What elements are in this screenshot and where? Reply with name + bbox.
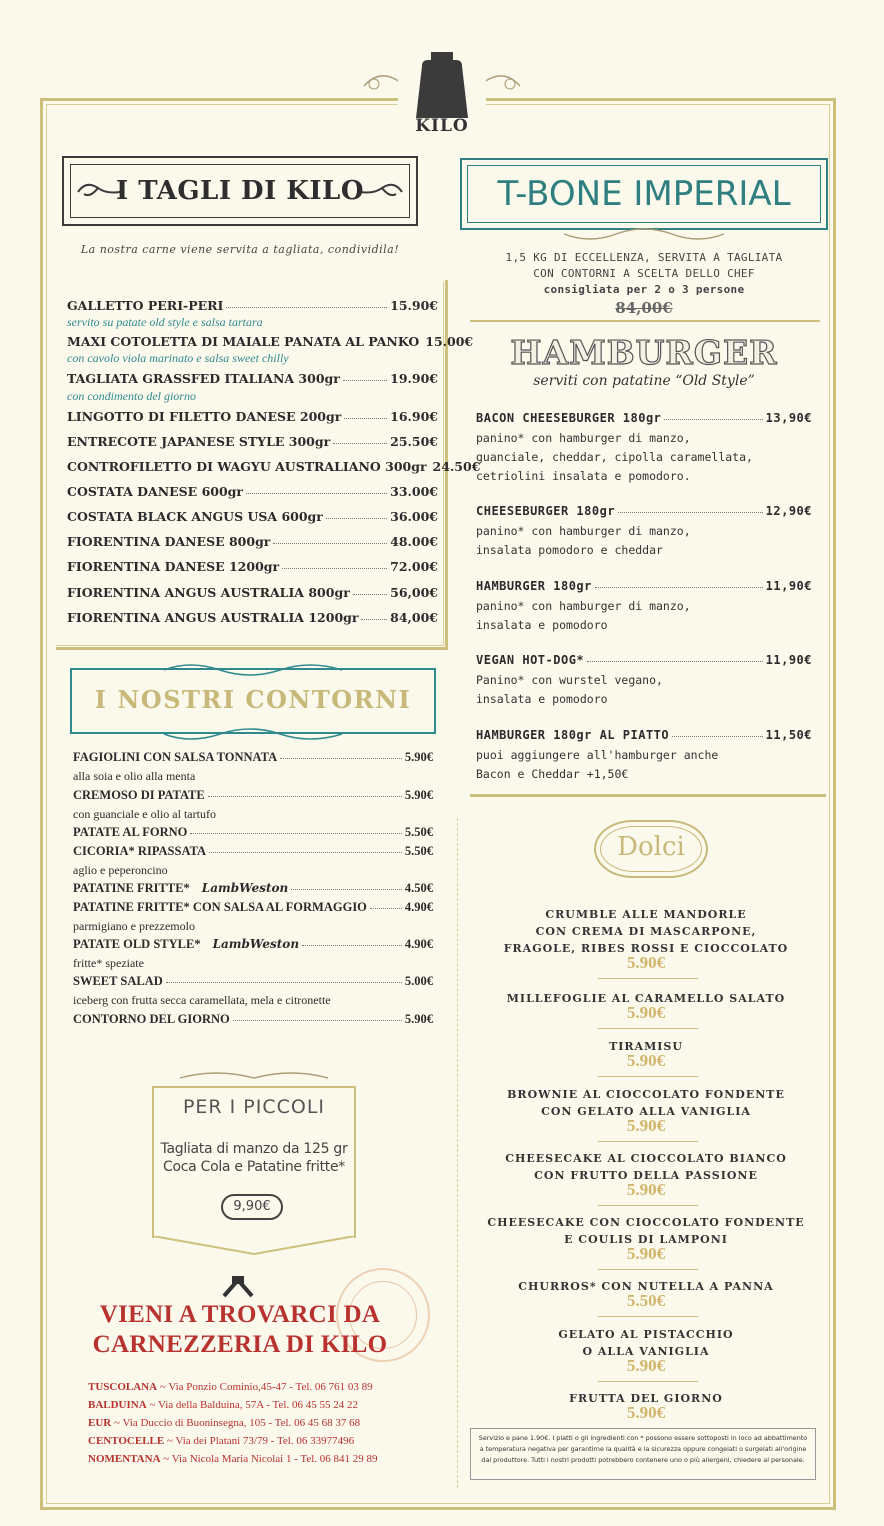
contorni-item-price: 5.90€ [404,750,433,764]
hamburger-row [476,504,812,518]
dot-leader [326,517,387,519]
hamburger-item-description: Panino* con wurstel vegano, insalata e pomodoro [476,673,663,706]
contorni-item-price: 4.90€ [404,937,433,951]
hamburger-item-price: 11,90€ [765,579,812,593]
tagli-row [67,459,481,474]
dolce-price: 5.90€ [626,1244,666,1263]
tagli-item-description: con cavolo viola marinato e salsa sweet chilly [67,351,289,365]
contorni-row [73,974,433,989]
contorni-item-name: PATATINE FRITTE* [73,881,190,895]
service-notice: Servizio e pane 1.90€. I piatti o gli ingredienti con * possono essere sottoposti in loco ad abbattimento a temperatura negativa per garantirne la qualità e la sicurezza oppure congelati o surgelati all'origine dal produttore. Tutti i nostri prodotti potrebbero contenere uno o più allergeni, chiedere al personale. [470,1428,816,1480]
dot-leader [353,593,387,595]
hamburger-item-name: BACON CHEESEBURGER 180gr [476,411,662,425]
dot-leader [273,542,387,544]
tagli-item-name: COSTATA BLACK ANGUS USA 600gr [67,509,323,524]
dolce-price: 5.90€ [626,1051,666,1070]
tagli-item-name: GALLETTO PERI-PERI [67,298,224,313]
tagli-item-name: FIORENTINA DANESE 800gr [67,534,271,549]
dolce-separator [598,978,698,979]
contorni-item-price: 4.50€ [404,881,433,895]
brand-logo: LambWeston [212,937,300,951]
tbone-description [460,250,828,298]
dolce-separator [598,1381,698,1382]
contorni-item-price: 5.90€ [404,1012,433,1026]
dot-leader [190,833,402,834]
tagli-item-name: COSTATA DANESE 600gr [67,484,243,499]
contorni-bottom-flourish-icon [160,728,346,742]
dot-leader [672,736,763,737]
kettlebell-weight-icon [398,52,486,122]
tagli-title: I TAGLI DI KILO [116,176,364,206]
dot-leader [618,512,763,513]
dot-leader [226,306,387,308]
dolce-name: CHEESECAKE AL CIOCCOLATO BIANCO CON FRUTTO DELLA PASSIONE [505,1152,787,1182]
contorni-item-name: PATATINE FRITTE* CON SALSA AL FORMAGGIO [73,900,367,914]
tagli-item-name: FIORENTINA ANGUS AUSTRALIA 1200gr [67,610,359,625]
dot-leader [344,417,387,419]
tagli-item-price: 15.00€ [425,334,474,349]
tagli-item-price: 16.90€ [390,409,438,424]
tbone-line-2: CON CONTORNI A SCELTA DELLO CHEF [533,267,755,280]
tagli-item-name: FIORENTINA DANESE 1200gr [67,559,280,574]
contorni-item-name: PATATE AL FORNO [73,825,188,839]
contorni-item-price: 5.00€ [404,974,433,988]
tagli-item-price: 36.00€ [390,509,438,524]
dolce-name: FRUTTA DEL GIORNO [569,1392,723,1405]
contorni-row [73,750,433,765]
dolce-price: 5.90€ [626,1180,666,1199]
tagli-banner [62,156,418,226]
dolce-separator [598,1076,698,1077]
address-line [88,1381,373,1393]
address-detail: ~ Via Duccio di Buoninsegna, 105 - Tel. 06 45 68 37 68 [111,1417,361,1429]
dot-leader [343,379,387,381]
dolce-name: MILLEFOGLIE AL CARAMELLO SALATO [506,992,786,1005]
piccoli-title: PER I PICCOLI [182,1096,326,1118]
hamburger-row [476,579,812,593]
contorni-item-price: 5.90€ [404,788,433,802]
address-detail: ~ Via della Balduina, 57A - Tel. 06 45 55 24 22 [146,1399,358,1411]
contorni-item-description: fritte* speziate [73,956,144,970]
hamburger-item-name: VEGAN HOT-DOG* [476,653,585,667]
cleaver-knives-icon [218,1274,258,1300]
hamburger-item-description: panino* con hamburger di manzo, guanciale, cheddar, cipolla caramellata, cetriolini insalata e pomodoro. [476,431,753,483]
dolce-price: 5.90€ [626,1356,666,1375]
tagli-item-name: CONTROFILETTO DI WAGYU AUSTRALIANO 300gr [67,459,427,474]
tagli-intro: La nostra carne viene servita a tagliata, condividila! [80,243,400,256]
contorni-item-name: PATATE OLD STYLE* [73,937,201,951]
dolce-price: 5.90€ [626,953,666,972]
contorni-row [73,825,433,840]
address-area-name: BALDUINA [88,1399,147,1411]
contorni-item-price: 5.50€ [404,844,433,858]
tagli-item-price: 19.90€ [390,371,438,386]
hamburger-item-price: 11,90€ [765,653,812,667]
contorni-row [73,1012,433,1027]
tagli-row [67,334,474,349]
address-area-name: EUR [88,1417,112,1429]
dolce-name: TIRAMISU [609,1040,683,1053]
tagli-item-price: 24.50€ [432,459,481,474]
address-detail: ~ Via dei Platani 73/79 - Tel. 06 33977496 [164,1435,355,1447]
address-area-name: CENTOCELLE [88,1435,165,1447]
hamburger-row [476,653,812,667]
address-detail: ~ Via Nicola Maria Nicolai 1 - Tel. 06 841 29 89 [160,1453,378,1465]
contorni-title: I NOSTRI CONTORNI [94,685,412,714]
hamburger-row [476,411,812,425]
tagli-row [67,409,438,424]
contorni-row [73,844,433,859]
dot-leader [246,492,387,494]
tagli-item-price: 84,00€ [390,610,438,625]
piccoli-point-icon [152,1236,356,1258]
tagli-item-price: 25.50€ [390,434,438,449]
hamburger-item-name: HAMBURGER 180gr AL PIATTO [476,728,670,742]
tbone-price: 84,00€ [615,299,673,317]
piccoli-price: 9,90€ [221,1194,283,1220]
tagli-item-name: LINGOTTO DI FILETTO DANESE 200gr [67,409,342,424]
contorni-item-description: alla soia e olio alla menta [73,769,196,783]
tbone-line-1: 1,5 KG DI ECCELLENZA, SERVITA A TAGLIATA [505,251,783,264]
dolci-divider [457,818,458,1488]
dolce-price: 5.90€ [626,1116,666,1135]
piccoli-line-2: Coca Cola e Patatine fritte* [163,1159,345,1175]
address-detail: ~ Via Ponzio Cominio,45-47 - Tel. 06 761 03 89 [157,1381,373,1393]
visit-heading [70,1300,410,1360]
contorni-item-name: FAGIOLINI CON SALSA TONNATA [73,750,278,764]
hamburger-item-name: HAMBURGER 180gr [476,579,592,593]
address-line [88,1435,354,1447]
dot-leader [233,1020,402,1021]
contorni-item-description: parmigiano e prezzemolo [73,919,195,933]
dot-leader [595,587,763,588]
tbone-line-3: consigliata per 2 o 3 persone [543,283,745,296]
dolce-separator [598,1205,698,1206]
logo-text: KILO [415,116,469,136]
address-area-name: NOMENTANA [88,1453,161,1465]
tagli-item-description: servito su patate old style e salsa tartara [67,315,263,329]
hamburger-item-description: puoi aggiungere all'hamburger anche Bacon e Cheddar +1,50€ [476,748,719,781]
dot-leader [282,567,387,569]
dolce-price: 5.50€ [626,1291,666,1310]
contorni-top-flourish-icon [160,662,346,676]
dot-leader [333,442,387,444]
tagli-item-price: 15.90€ [390,298,438,313]
visit-heading-line-1: VIENI A TROVARCI DA [99,1301,381,1328]
visit-heading-line-2: CARNEZZERIA DI KILO [92,1331,388,1358]
hamburger-item-description: panino* con hamburger di manzo, insalata e pomodoro [476,599,691,632]
dot-leader [302,945,402,946]
tagli-item-name: TAGLIATA GRASSFED ITALIANA 300gr [67,371,340,386]
contorni-item-price: 4.90€ [404,900,433,914]
dolce-separator [598,1269,698,1270]
tagli-row [67,509,438,524]
contorni-item-price: 5.50€ [404,825,433,839]
dolce-name: BROWNIE AL CIOCCOLATO FONDENTE CON GELATO ALLA VANIGLIA [507,1088,785,1118]
tagli-item-name: FIORENTINA ANGUS AUSTRALIA 800gr [67,585,350,600]
dot-leader [291,889,402,890]
contorni-item-name: SWEET SALAD [73,974,163,988]
dolce-name: CRUMBLE ALLE MANDORLE CON CREMA DI MASCARPONE, FRAGOLE, RIBES ROSSI E CIOCCOLATO [503,908,789,955]
dolce-separator [598,1316,698,1317]
hamburger-title: HAMBURGER [510,333,778,372]
tagli-row [67,484,438,499]
dot-leader [370,908,402,909]
dolce-name: GELATO AL PISTACCHIO O ALLA VANIGLIA [558,1328,734,1358]
dot-leader [280,758,402,759]
piccoli-flourish-icon [176,1070,332,1084]
tbone-title: T-BONE IMPERIAL [497,174,791,214]
contorni-row [73,937,433,952]
brand-logo: LambWeston [201,881,289,895]
hamburger-item-description: panino* con hamburger di manzo, insalata pomodoro e cheddar [476,524,691,557]
dolce-price: 5.90€ [626,1403,666,1422]
dolce-price: 5.90€ [626,1003,666,1022]
tagli-row [67,371,438,386]
dot-leader [664,419,762,420]
contorni-row [73,900,433,915]
contorni-item-description: aglio e peperoncino [73,863,168,877]
contorni-item-description: con guanciale e olio al tartufo [73,807,216,821]
piccoli-line-1: Tagliata di manzo da 125 gr [160,1141,348,1157]
address-line [88,1417,360,1429]
tagli-item-name: MAXI COTOLETTA DI MAIALE PANATA AL PANKO [67,334,420,349]
tagli-item-price: 33.00€ [390,484,438,499]
tbone-flourish-icon [560,224,728,244]
dolce-separator [598,1141,698,1142]
dot-leader [587,661,762,662]
contorni-item-name: CREMOSO DI PATATE [73,788,205,802]
tagli-row [67,434,438,449]
tagli-row [67,298,438,313]
dot-leader [166,982,402,983]
tagli-item-name: ENTRECOTE JAPANESE STYLE 300gr [67,434,331,449]
address-area-name: TUSCOLANA [88,1381,158,1393]
contorni-row [73,788,433,803]
right-scroll-icon [358,180,404,204]
tagli-row [67,534,438,549]
tagli-row [67,585,438,600]
tagli-item-price: 56,00€ [390,585,438,600]
dolce-name: CHEESECAKE CON CIOCCOLATO FONDENTE E COULIS DI LAMPONI [487,1216,805,1246]
dolci-title: Dolci [617,832,685,862]
address-line [88,1453,378,1465]
dot-leader [209,852,402,853]
tagli-row [67,559,438,574]
dolce-separator [598,1028,698,1029]
contorni-item-name: CICORIA* RIPASSATA [73,844,207,858]
contorni-item-name: CONTORNO DEL GIORNO [73,1012,230,1026]
hamburger-item-price: 11,50€ [765,728,812,742]
hamburger-item-price: 12,90€ [765,504,812,518]
hamburger-bottom-border [470,794,826,797]
hamburger-item-name: CHEESEBURGER 180gr [476,504,616,518]
tagli-item-description: con condimento del giorno [67,389,196,403]
tbone-separator [470,320,820,323]
hamburger-item-price: 13,90€ [765,411,812,425]
dolce-name: CHURROS* CON NUTELLA A PANNA [518,1280,774,1293]
piccoli-description [152,1140,356,1176]
tagli-item-price: 72.00€ [390,559,438,574]
contorni-item-description: iceberg con frutta secca caramellata, mela e citronette [73,993,331,1007]
contorni-row [73,881,433,896]
tagli-item-price: 48.00€ [390,534,438,549]
tbone-banner [460,158,828,230]
hamburger-row [476,728,812,742]
dot-leader [208,796,402,797]
dot-leader [361,618,387,620]
hamburger-subtitle: serviti con patatine “Old Style” [533,373,755,389]
address-line [88,1399,358,1411]
tagli-row [67,610,438,625]
